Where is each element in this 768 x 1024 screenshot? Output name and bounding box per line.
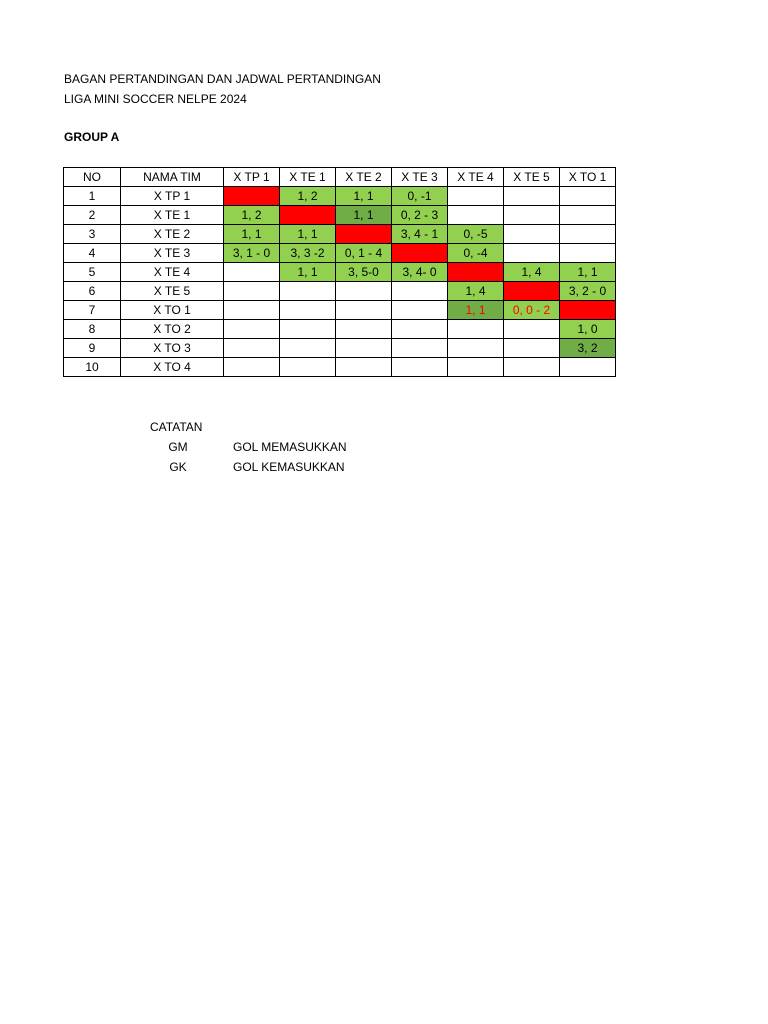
score-cell xyxy=(336,282,392,301)
score-cell xyxy=(560,244,616,263)
row-number: 3 xyxy=(64,225,121,244)
row-number: 6 xyxy=(64,282,121,301)
column-header: X TE 2 xyxy=(336,168,392,187)
team-name: X TE 4 xyxy=(121,263,224,282)
score-cell: 3, 1 - 0 xyxy=(224,244,280,263)
score-cell: 3, 5-0 xyxy=(336,263,392,282)
score-cell xyxy=(504,358,560,377)
score-cell: 3, 3 -2 xyxy=(280,244,336,263)
score-cell xyxy=(224,282,280,301)
column-header: X TO 1 xyxy=(560,168,616,187)
table-row xyxy=(64,339,616,358)
table-row xyxy=(64,301,616,320)
row-number: 4 xyxy=(64,244,121,263)
team-name: X TE 1 xyxy=(121,206,224,225)
table-row xyxy=(64,282,616,301)
score-cell xyxy=(280,206,336,225)
score-cell xyxy=(280,358,336,377)
score-cell: 0, 2 - 3 xyxy=(392,206,448,225)
table-row xyxy=(64,187,616,206)
row-number: 1 xyxy=(64,187,121,206)
note-abbr: GM xyxy=(168,440,188,454)
score-cell xyxy=(392,244,448,263)
table-row xyxy=(64,320,616,339)
score-cell xyxy=(504,282,560,301)
row-number: 8 xyxy=(64,320,121,339)
score-cell: 1, 1 xyxy=(280,225,336,244)
score-cell xyxy=(224,320,280,339)
score-cell xyxy=(448,339,504,358)
table-row xyxy=(64,225,616,244)
score-cell xyxy=(336,301,392,320)
score-cell xyxy=(448,358,504,377)
column-header: X TE 4 xyxy=(448,168,504,187)
score-cell: 0, -1 xyxy=(392,187,448,206)
row-number: 9 xyxy=(64,339,121,358)
score-cell xyxy=(560,187,616,206)
score-cell: 3, 4- 0 xyxy=(392,263,448,282)
score-cell xyxy=(504,206,560,225)
row-number: 10 xyxy=(64,358,121,377)
score-cell: 0, 1 - 4 xyxy=(336,244,392,263)
match-table xyxy=(63,167,616,377)
row-number: 5 xyxy=(64,263,121,282)
score-cell: 1, 1 xyxy=(560,263,616,282)
team-name: X TE 3 xyxy=(121,244,224,263)
team-name: X TE 5 xyxy=(121,282,224,301)
team-name: X TO 1 xyxy=(121,301,224,320)
score-cell xyxy=(392,282,448,301)
score-cell xyxy=(280,301,336,320)
score-cell xyxy=(280,282,336,301)
score-cell xyxy=(224,263,280,282)
table-header-row xyxy=(64,168,616,187)
team-name: X TE 2 xyxy=(121,225,224,244)
score-cell xyxy=(224,339,280,358)
score-cell: 1, 1 xyxy=(224,225,280,244)
team-name: X TO 2 xyxy=(121,320,224,339)
column-header: NO xyxy=(64,168,121,187)
score-cell xyxy=(560,301,616,320)
score-cell: 3, 2 xyxy=(560,339,616,358)
score-cell xyxy=(504,320,560,339)
score-cell xyxy=(392,358,448,377)
score-cell: 3, 2 - 0 xyxy=(560,282,616,301)
table-row xyxy=(64,244,616,263)
row-number: 7 xyxy=(64,301,121,320)
score-cell: 1, 4 xyxy=(448,282,504,301)
score-cell xyxy=(504,244,560,263)
note-desc: GOL KEMASUKKAN xyxy=(233,460,345,474)
score-cell xyxy=(448,263,504,282)
notes-heading: CATATAN xyxy=(150,420,203,434)
team-name: X TO 3 xyxy=(121,339,224,358)
score-cell: 1, 0 xyxy=(560,320,616,339)
table-row xyxy=(64,206,616,225)
note-desc: GOL MEMASUKKAN xyxy=(233,440,347,454)
column-header: X TE 1 xyxy=(280,168,336,187)
note-abbr: GK xyxy=(169,460,187,474)
score-cell: 0, -5 xyxy=(448,225,504,244)
team-name: X TP 1 xyxy=(121,187,224,206)
score-cell xyxy=(392,320,448,339)
score-cell xyxy=(448,206,504,225)
score-cell xyxy=(336,339,392,358)
document-title: BAGAN PERTANDINGAN DAN JADWAL PERTANDINGAN xyxy=(64,72,381,86)
score-cell: 3, 4 - 1 xyxy=(392,225,448,244)
document-subtitle: LIGA MINI SOCCER NELPE 2024 xyxy=(64,92,247,106)
score-cell xyxy=(560,358,616,377)
column-header: X TP 1 xyxy=(224,168,280,187)
score-cell: 0, -4 xyxy=(448,244,504,263)
score-cell xyxy=(224,358,280,377)
group-label: GROUP A xyxy=(64,130,120,144)
score-cell: 1, 1 xyxy=(280,263,336,282)
score-cell xyxy=(448,320,504,339)
team-name: X TO 4 xyxy=(121,358,224,377)
score-cell xyxy=(560,206,616,225)
table-row xyxy=(64,263,616,282)
score-cell xyxy=(448,187,504,206)
column-header: X TE 3 xyxy=(392,168,448,187)
column-header: NAMA TIM xyxy=(121,168,224,187)
score-cell xyxy=(336,320,392,339)
score-cell xyxy=(392,339,448,358)
score-cell: 1, 2 xyxy=(280,187,336,206)
score-cell: 1, 1 xyxy=(336,187,392,206)
score-cell xyxy=(504,225,560,244)
score-cell: 1, 4 xyxy=(504,263,560,282)
table-row xyxy=(64,358,616,377)
score-cell xyxy=(224,187,280,206)
score-cell: 1, 1 xyxy=(448,301,504,320)
score-cell xyxy=(336,225,392,244)
score-cell xyxy=(280,339,336,358)
score-cell: 0, 0 - 2 xyxy=(504,301,560,320)
score-cell: 1, 2 xyxy=(224,206,280,225)
score-cell xyxy=(280,320,336,339)
score-cell: 1, 1 xyxy=(336,206,392,225)
score-cell xyxy=(392,301,448,320)
score-cell xyxy=(504,187,560,206)
score-cell xyxy=(504,339,560,358)
score-cell xyxy=(336,358,392,377)
score-cell xyxy=(560,225,616,244)
column-header: X TE 5 xyxy=(504,168,560,187)
row-number: 2 xyxy=(64,206,121,225)
score-cell xyxy=(224,301,280,320)
